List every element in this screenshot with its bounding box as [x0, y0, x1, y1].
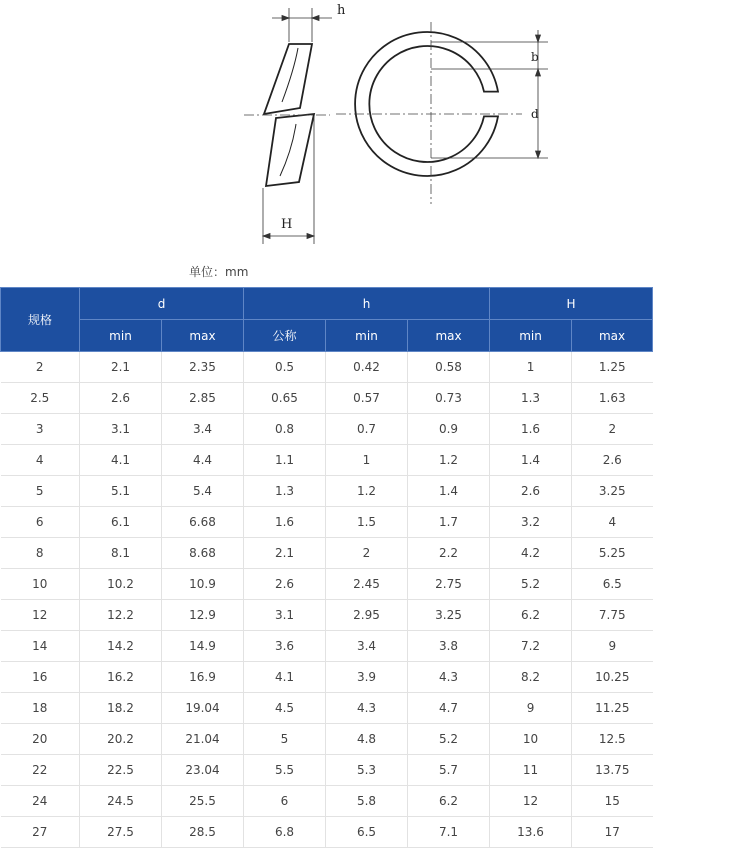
d-label: d — [531, 107, 539, 121]
d-min-cell: 2.6 — [80, 383, 162, 414]
spec-cell: 18 — [1, 693, 80, 724]
spec-cell: 20 — [1, 724, 80, 755]
H-min-cell: 1.3 — [490, 383, 572, 414]
h-max-cell: 1.4 — [408, 476, 490, 507]
H-max-header: max — [572, 320, 653, 352]
H-min-cell: 8.2 — [490, 662, 572, 693]
table-row — [1, 817, 653, 848]
h-nominal-cell: 3.6 — [244, 631, 326, 662]
h-nominal-cell: 1.6 — [244, 507, 326, 538]
h-nominal-cell: 4.5 — [244, 693, 326, 724]
spec-cell: 6 — [1, 507, 80, 538]
spec-cell: 2 — [1, 352, 80, 383]
H-max-cell: 4 — [572, 507, 653, 538]
d-min-cell: 24.5 — [80, 786, 162, 817]
d-min-cell: 27.5 — [80, 817, 162, 848]
h-nominal-cell: 5.5 — [244, 755, 326, 786]
h-max-cell: 3.8 — [408, 631, 490, 662]
H-min-cell: 12 — [490, 786, 572, 817]
table-row — [1, 755, 653, 786]
spring-washer-diagram — [0, 0, 742, 260]
h-max-cell: 5.2 — [408, 724, 490, 755]
H-max-cell: 1.63 — [572, 383, 653, 414]
H-min-cell: 10 — [490, 724, 572, 755]
d-max-cell: 16.9 — [162, 662, 244, 693]
H-max-cell: 5.25 — [572, 538, 653, 569]
d-max-cell: 10.9 — [162, 569, 244, 600]
H-min-cell: 5.2 — [490, 569, 572, 600]
H-max-cell: 3.25 — [572, 476, 653, 507]
table-row — [1, 445, 653, 476]
spec-cell: 22 — [1, 755, 80, 786]
d-min-cell: 18.2 — [80, 693, 162, 724]
h-max-cell: 6.2 — [408, 786, 490, 817]
H-min-cell: 1.4 — [490, 445, 572, 476]
table-row — [1, 383, 653, 414]
h-nominal-cell: 0.8 — [244, 414, 326, 445]
table-header — [1, 288, 653, 352]
d-max-cell: 12.9 — [162, 600, 244, 631]
H-max-cell: 2 — [572, 414, 653, 445]
b-label: b — [531, 50, 539, 64]
h-nominal-cell: 5 — [244, 724, 326, 755]
H-max-cell: 10.25 — [572, 662, 653, 693]
d-max-cell: 3.4 — [162, 414, 244, 445]
h-min-cell: 0.42 — [326, 352, 408, 383]
h-nominal-cell: 4.1 — [244, 662, 326, 693]
H-min-cell: 6.2 — [490, 600, 572, 631]
H-label: H — [281, 217, 293, 232]
H-group-header: H — [490, 288, 653, 320]
h-min-cell: 0.7 — [326, 414, 408, 445]
d-group-header: d — [80, 288, 244, 320]
table-row — [1, 352, 653, 383]
d-max-cell: 2.35 — [162, 352, 244, 383]
d-min-cell: 5.1 — [80, 476, 162, 507]
h-min-header: min — [326, 320, 408, 352]
H-min-cell: 2.6 — [490, 476, 572, 507]
H-max-cell: 15 — [572, 786, 653, 817]
h-min-cell: 1.5 — [326, 507, 408, 538]
d-min-cell: 14.2 — [80, 631, 162, 662]
h-nominal-cell: 6 — [244, 786, 326, 817]
d-min-cell: 12.2 — [80, 600, 162, 631]
h-min-cell: 1.2 — [326, 476, 408, 507]
d-max-cell: 28.5 — [162, 817, 244, 848]
spec-cell: 16 — [1, 662, 80, 693]
h-dimension — [272, 8, 332, 42]
h-nominal-header: 公称 — [244, 320, 326, 352]
spec-cell: 3 — [1, 414, 80, 445]
h-max-cell: 7.1 — [408, 817, 490, 848]
table-row — [1, 600, 653, 631]
H-min-cell: 7.2 — [490, 631, 572, 662]
h-max-cell: 2.2 — [408, 538, 490, 569]
d-max-cell: 23.04 — [162, 755, 244, 786]
h-max-cell: 0.73 — [408, 383, 490, 414]
h-nominal-cell: 2.6 — [244, 569, 326, 600]
d-max-cell: 5.4 — [162, 476, 244, 507]
d-max-cell: 25.5 — [162, 786, 244, 817]
H-max-cell: 6.5 — [572, 569, 653, 600]
d-min-cell: 10.2 — [80, 569, 162, 600]
table-body — [1, 352, 653, 848]
h-min-cell: 4.3 — [326, 693, 408, 724]
d-min-cell: 3.1 — [80, 414, 162, 445]
d-max-cell: 21.04 — [162, 724, 244, 755]
d-min-cell: 4.1 — [80, 445, 162, 476]
H-max-cell: 2.6 — [572, 445, 653, 476]
h-max-header: max — [408, 320, 490, 352]
h-min-cell: 5.3 — [326, 755, 408, 786]
H-max-cell: 9 — [572, 631, 653, 662]
spec-cell: 10 — [1, 569, 80, 600]
h-nominal-cell: 0.5 — [244, 352, 326, 383]
d-max-cell: 4.4 — [162, 445, 244, 476]
H-max-cell: 17 — [572, 817, 653, 848]
h-nominal-cell: 3.1 — [244, 600, 326, 631]
h-nominal-cell: 0.65 — [244, 383, 326, 414]
h-max-cell: 2.75 — [408, 569, 490, 600]
h-nominal-cell: 6.8 — [244, 817, 326, 848]
h-label: h — [337, 3, 346, 18]
H-max-cell: 12.5 — [572, 724, 653, 755]
h-nominal-cell: 1.1 — [244, 445, 326, 476]
h-max-cell: 4.3 — [408, 662, 490, 693]
h-min-cell: 2 — [326, 538, 408, 569]
H-min-cell: 4.2 — [490, 538, 572, 569]
washer-front-view — [355, 32, 498, 176]
table-row — [1, 538, 653, 569]
h-max-cell: 1.2 — [408, 445, 490, 476]
spec-table — [0, 287, 653, 848]
table-row — [1, 414, 653, 445]
d-min-cell: 2.1 — [80, 352, 162, 383]
spec-cell: 12 — [1, 600, 80, 631]
d-min-cell: 22.5 — [80, 755, 162, 786]
table-row — [1, 569, 653, 600]
h-nominal-cell: 2.1 — [244, 538, 326, 569]
spec-cell: 4 — [1, 445, 80, 476]
h-max-cell: 0.9 — [408, 414, 490, 445]
h-max-cell: 3.25 — [408, 600, 490, 631]
table-row — [1, 476, 653, 507]
h-min-cell: 1 — [326, 445, 408, 476]
H-min-cell: 1.6 — [490, 414, 572, 445]
h-min-cell: 0.57 — [326, 383, 408, 414]
spec-cell: 2.5 — [1, 383, 80, 414]
table-row — [1, 724, 653, 755]
H-max-cell: 1.25 — [572, 352, 653, 383]
table-row — [1, 631, 653, 662]
h-max-cell: 4.7 — [408, 693, 490, 724]
h-group-header: h — [244, 288, 490, 320]
d-min-cell: 6.1 — [80, 507, 162, 538]
table-row — [1, 662, 653, 693]
d-min-cell: 8.1 — [80, 538, 162, 569]
table-row — [1, 693, 653, 724]
h-max-cell: 1.7 — [408, 507, 490, 538]
H-min-header: min — [490, 320, 572, 352]
d-max-cell: 19.04 — [162, 693, 244, 724]
d-max-cell: 6.68 — [162, 507, 244, 538]
unit-label: 单位：mm — [189, 265, 249, 279]
d-max-cell: 14.9 — [162, 631, 244, 662]
h-min-cell: 3.9 — [326, 662, 408, 693]
H-max-cell: 13.75 — [572, 755, 653, 786]
h-min-cell: 2.95 — [326, 600, 408, 631]
h-min-cell: 4.8 — [326, 724, 408, 755]
H-min-cell: 1 — [490, 352, 572, 383]
h-max-cell: 5.7 — [408, 755, 490, 786]
h-max-cell: 0.58 — [408, 352, 490, 383]
H-min-cell: 13.6 — [490, 817, 572, 848]
spec-cell: 14 — [1, 631, 80, 662]
spec-cell: 24 — [1, 786, 80, 817]
d-min-header: min — [80, 320, 162, 352]
H-max-cell: 7.75 — [572, 600, 653, 631]
table-row — [1, 507, 653, 538]
h-nominal-cell: 1.3 — [244, 476, 326, 507]
d-max-header: max — [162, 320, 244, 352]
spec-cell: 27 — [1, 817, 80, 848]
H-min-cell: 9 — [490, 693, 572, 724]
H-min-cell: 3.2 — [490, 507, 572, 538]
h-min-cell: 6.5 — [326, 817, 408, 848]
h-min-cell: 2.45 — [326, 569, 408, 600]
spec-cell: 5 — [1, 476, 80, 507]
h-min-cell: 3.4 — [326, 631, 408, 662]
spec-cell: 8 — [1, 538, 80, 569]
table-row — [1, 786, 653, 817]
H-min-cell: 11 — [490, 755, 572, 786]
d-max-cell: 2.85 — [162, 383, 244, 414]
d-max-cell: 8.68 — [162, 538, 244, 569]
h-min-cell: 5.8 — [326, 786, 408, 817]
d-min-cell: 20.2 — [80, 724, 162, 755]
d-min-cell: 16.2 — [80, 662, 162, 693]
spec-header: 规格 — [1, 288, 80, 352]
H-max-cell: 11.25 — [572, 693, 653, 724]
